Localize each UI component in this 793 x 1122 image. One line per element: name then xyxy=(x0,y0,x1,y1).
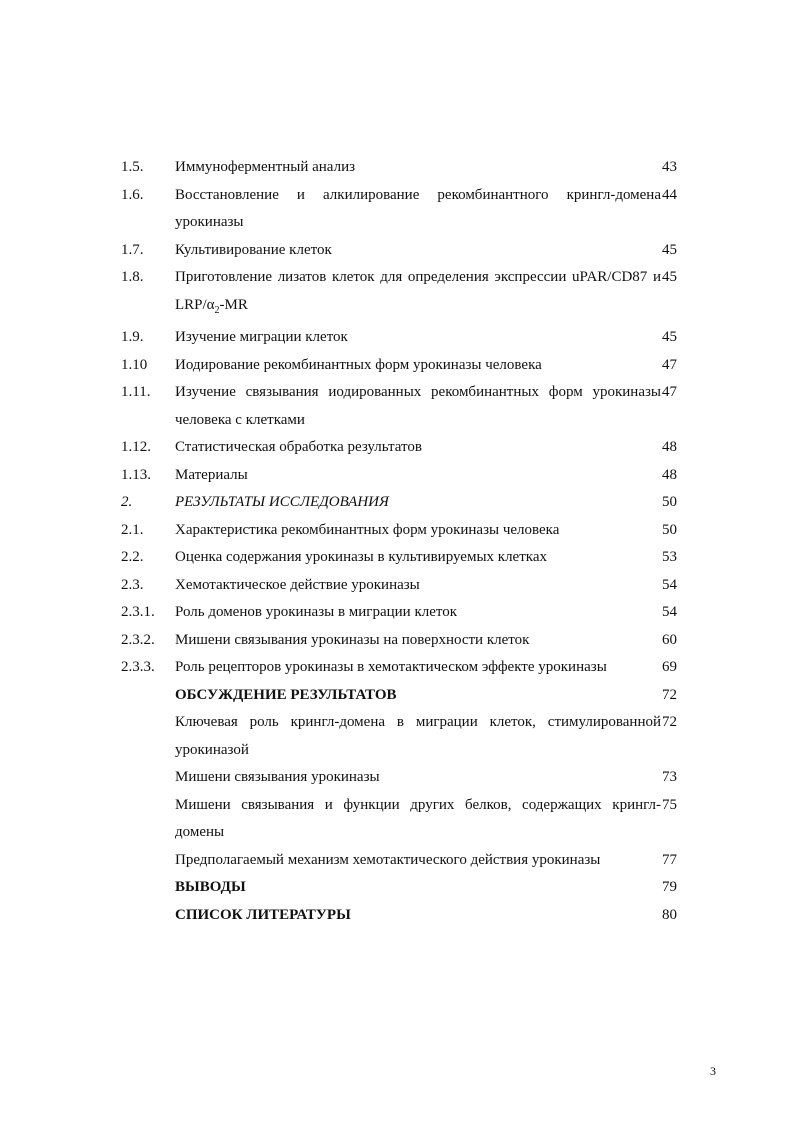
toc-entry xyxy=(121,154,696,182)
toc-entry-title: Роль рецепторов урокиназы в хемотактическом эффекте урокиназы xyxy=(175,659,607,675)
toc-entry xyxy=(121,682,696,710)
toc-entry-page: 47 xyxy=(662,384,677,400)
toc-entry-title: Иммуноферментный анализ xyxy=(175,159,356,175)
toc-entry-page: 44 xyxy=(662,186,677,203)
toc-entry-number: 2.1. xyxy=(121,521,144,538)
toc-entry-number: 1.6. xyxy=(121,186,144,203)
toc-entry-title: Мишени связывания и функции других белков, содержащих крингл-домены xyxy=(175,796,661,840)
toc-entry-page: 47 xyxy=(662,356,677,373)
toc-entry-page: 50 xyxy=(662,494,677,510)
toc-entry xyxy=(121,792,696,847)
toc-entry xyxy=(121,517,696,545)
toc-entry-title: Изучение связывания иодированных рекомбинантных форм урокиназы человека с клетками xyxy=(175,384,661,428)
toc-entry-title: Роль доменов урокиназы в миграции клеток xyxy=(175,604,458,620)
toc-entry-page: 48 xyxy=(662,466,677,483)
toc-entry-number: 1.11. xyxy=(121,384,151,400)
table-of-contents xyxy=(121,154,696,929)
toc-entry-title: Предполагаемый механизм хемотактического действия урокиназы xyxy=(175,851,601,868)
toc-entry-page: 53 xyxy=(662,549,677,565)
toc-entry xyxy=(121,627,696,655)
toc-entry xyxy=(121,544,696,572)
toc-entry xyxy=(121,462,696,490)
toc-entry-number: 1.12. xyxy=(121,439,151,455)
toc-entry-page: 60 xyxy=(662,631,677,648)
toc-entry xyxy=(121,654,696,682)
toc-entry-title-subscript: 2 xyxy=(214,304,220,316)
toc-entry-page: 69 xyxy=(662,659,677,675)
toc-entry-page: 45 xyxy=(662,269,677,285)
toc-entry-title: Оценка содержания урокиназы в культивируемых клетках xyxy=(175,549,547,565)
toc-entry-title: Характеристика рекомбинантных форм урокиназы человека xyxy=(175,521,560,538)
toc-entry-title: Ключевая роль крингл-домена в миграции клеток, стимулированной урокиназой xyxy=(175,714,661,758)
toc-entry xyxy=(121,764,696,792)
toc-entry-number: 2.3. xyxy=(121,576,144,593)
toc-entry xyxy=(121,264,696,324)
toc-entry-title: Изучение миграции клеток xyxy=(175,329,348,345)
toc-entry-number: 1.7. xyxy=(121,241,144,258)
toc-entry-title: Хемотактическое действие урокиназы xyxy=(175,576,420,593)
toc-entry-page: 54 xyxy=(662,604,677,620)
toc-entry-page: 72 xyxy=(662,686,677,703)
toc-entry-title: Восстановление и алкилирование рекомбинантного крингл-домена урокиназы xyxy=(175,186,661,230)
toc-entry-number: 1.8. xyxy=(121,269,144,285)
toc-entry-title: РЕЗУЛЬТАТЫ ИССЛЕДОВАНИЯ xyxy=(175,494,389,510)
page-number: 3 xyxy=(710,1064,716,1078)
toc-entry-page: 50 xyxy=(662,521,677,538)
toc-entry-page: 72 xyxy=(662,714,677,730)
toc-entry-page: 80 xyxy=(662,906,677,923)
toc-entry-page: 79 xyxy=(662,879,677,895)
toc-entry-number: 2. xyxy=(121,494,133,510)
toc-entry-title: Мишени связывания урокиназы на поверхности клеток xyxy=(175,631,530,648)
toc-entry xyxy=(121,874,696,902)
toc-entry-number: 1.13. xyxy=(121,466,151,483)
toc-entry xyxy=(121,324,696,352)
toc-entry xyxy=(121,434,696,462)
toc-entry-number: 2.2. xyxy=(121,549,144,565)
toc-entry-page: 54 xyxy=(662,576,677,593)
toc-entry xyxy=(121,572,696,600)
toc-entry xyxy=(121,379,696,434)
toc-entry-page: 45 xyxy=(662,241,677,258)
toc-entry-number: 1.10 xyxy=(121,356,148,373)
toc-entry-title: Материалы xyxy=(175,466,248,483)
toc-entry xyxy=(121,599,696,627)
toc-entry-title: ВЫВОДЫ xyxy=(175,879,246,895)
toc-entry-title: Статистическая обработка результатов xyxy=(175,439,422,455)
toc-entry-page: 48 xyxy=(662,439,677,455)
toc-entry-page: 73 xyxy=(662,769,677,785)
toc-entry-title-text: Приготовление лизатов клеток для определения экспрессии uPAR/CD87 и LRP/α xyxy=(175,269,661,313)
toc-entry-number: 2.3.1. xyxy=(121,604,155,620)
toc-entry-page: 75 xyxy=(662,796,677,813)
toc-entry-page: 43 xyxy=(662,159,677,175)
toc-entry-number: 2.3.3. xyxy=(121,659,155,675)
toc-entry-title: ОБСУЖДЕНИЕ РЕЗУЛЬТАТОВ xyxy=(175,686,397,703)
toc-entry-number: 1.9. xyxy=(121,329,144,345)
toc-entry xyxy=(121,902,696,930)
toc-entry-number: 1.5. xyxy=(121,159,144,175)
toc-entry xyxy=(121,237,696,265)
toc-entry xyxy=(121,847,696,875)
toc-entry-title: СПИСОК ЛИТЕРАТУРЫ xyxy=(175,906,351,923)
toc-entry xyxy=(121,352,696,380)
toc-entry xyxy=(121,489,696,517)
toc-entry-page: 77 xyxy=(662,851,677,868)
toc-entry-number: 2.3.2. xyxy=(121,631,155,648)
toc-entry-title: Культивирование клеток xyxy=(175,241,332,258)
toc-entry-page: 45 xyxy=(662,329,677,345)
toc-entry-title: Мишени связывания урокиназы xyxy=(175,769,380,785)
toc-entry-title xyxy=(175,264,661,324)
toc-entry-title: Иодирование рекомбинантных форм урокиназы человека xyxy=(175,356,542,373)
toc-entry xyxy=(121,182,696,237)
toc-entry xyxy=(121,709,696,764)
toc-entry-title-suffix: -MR xyxy=(219,296,248,313)
